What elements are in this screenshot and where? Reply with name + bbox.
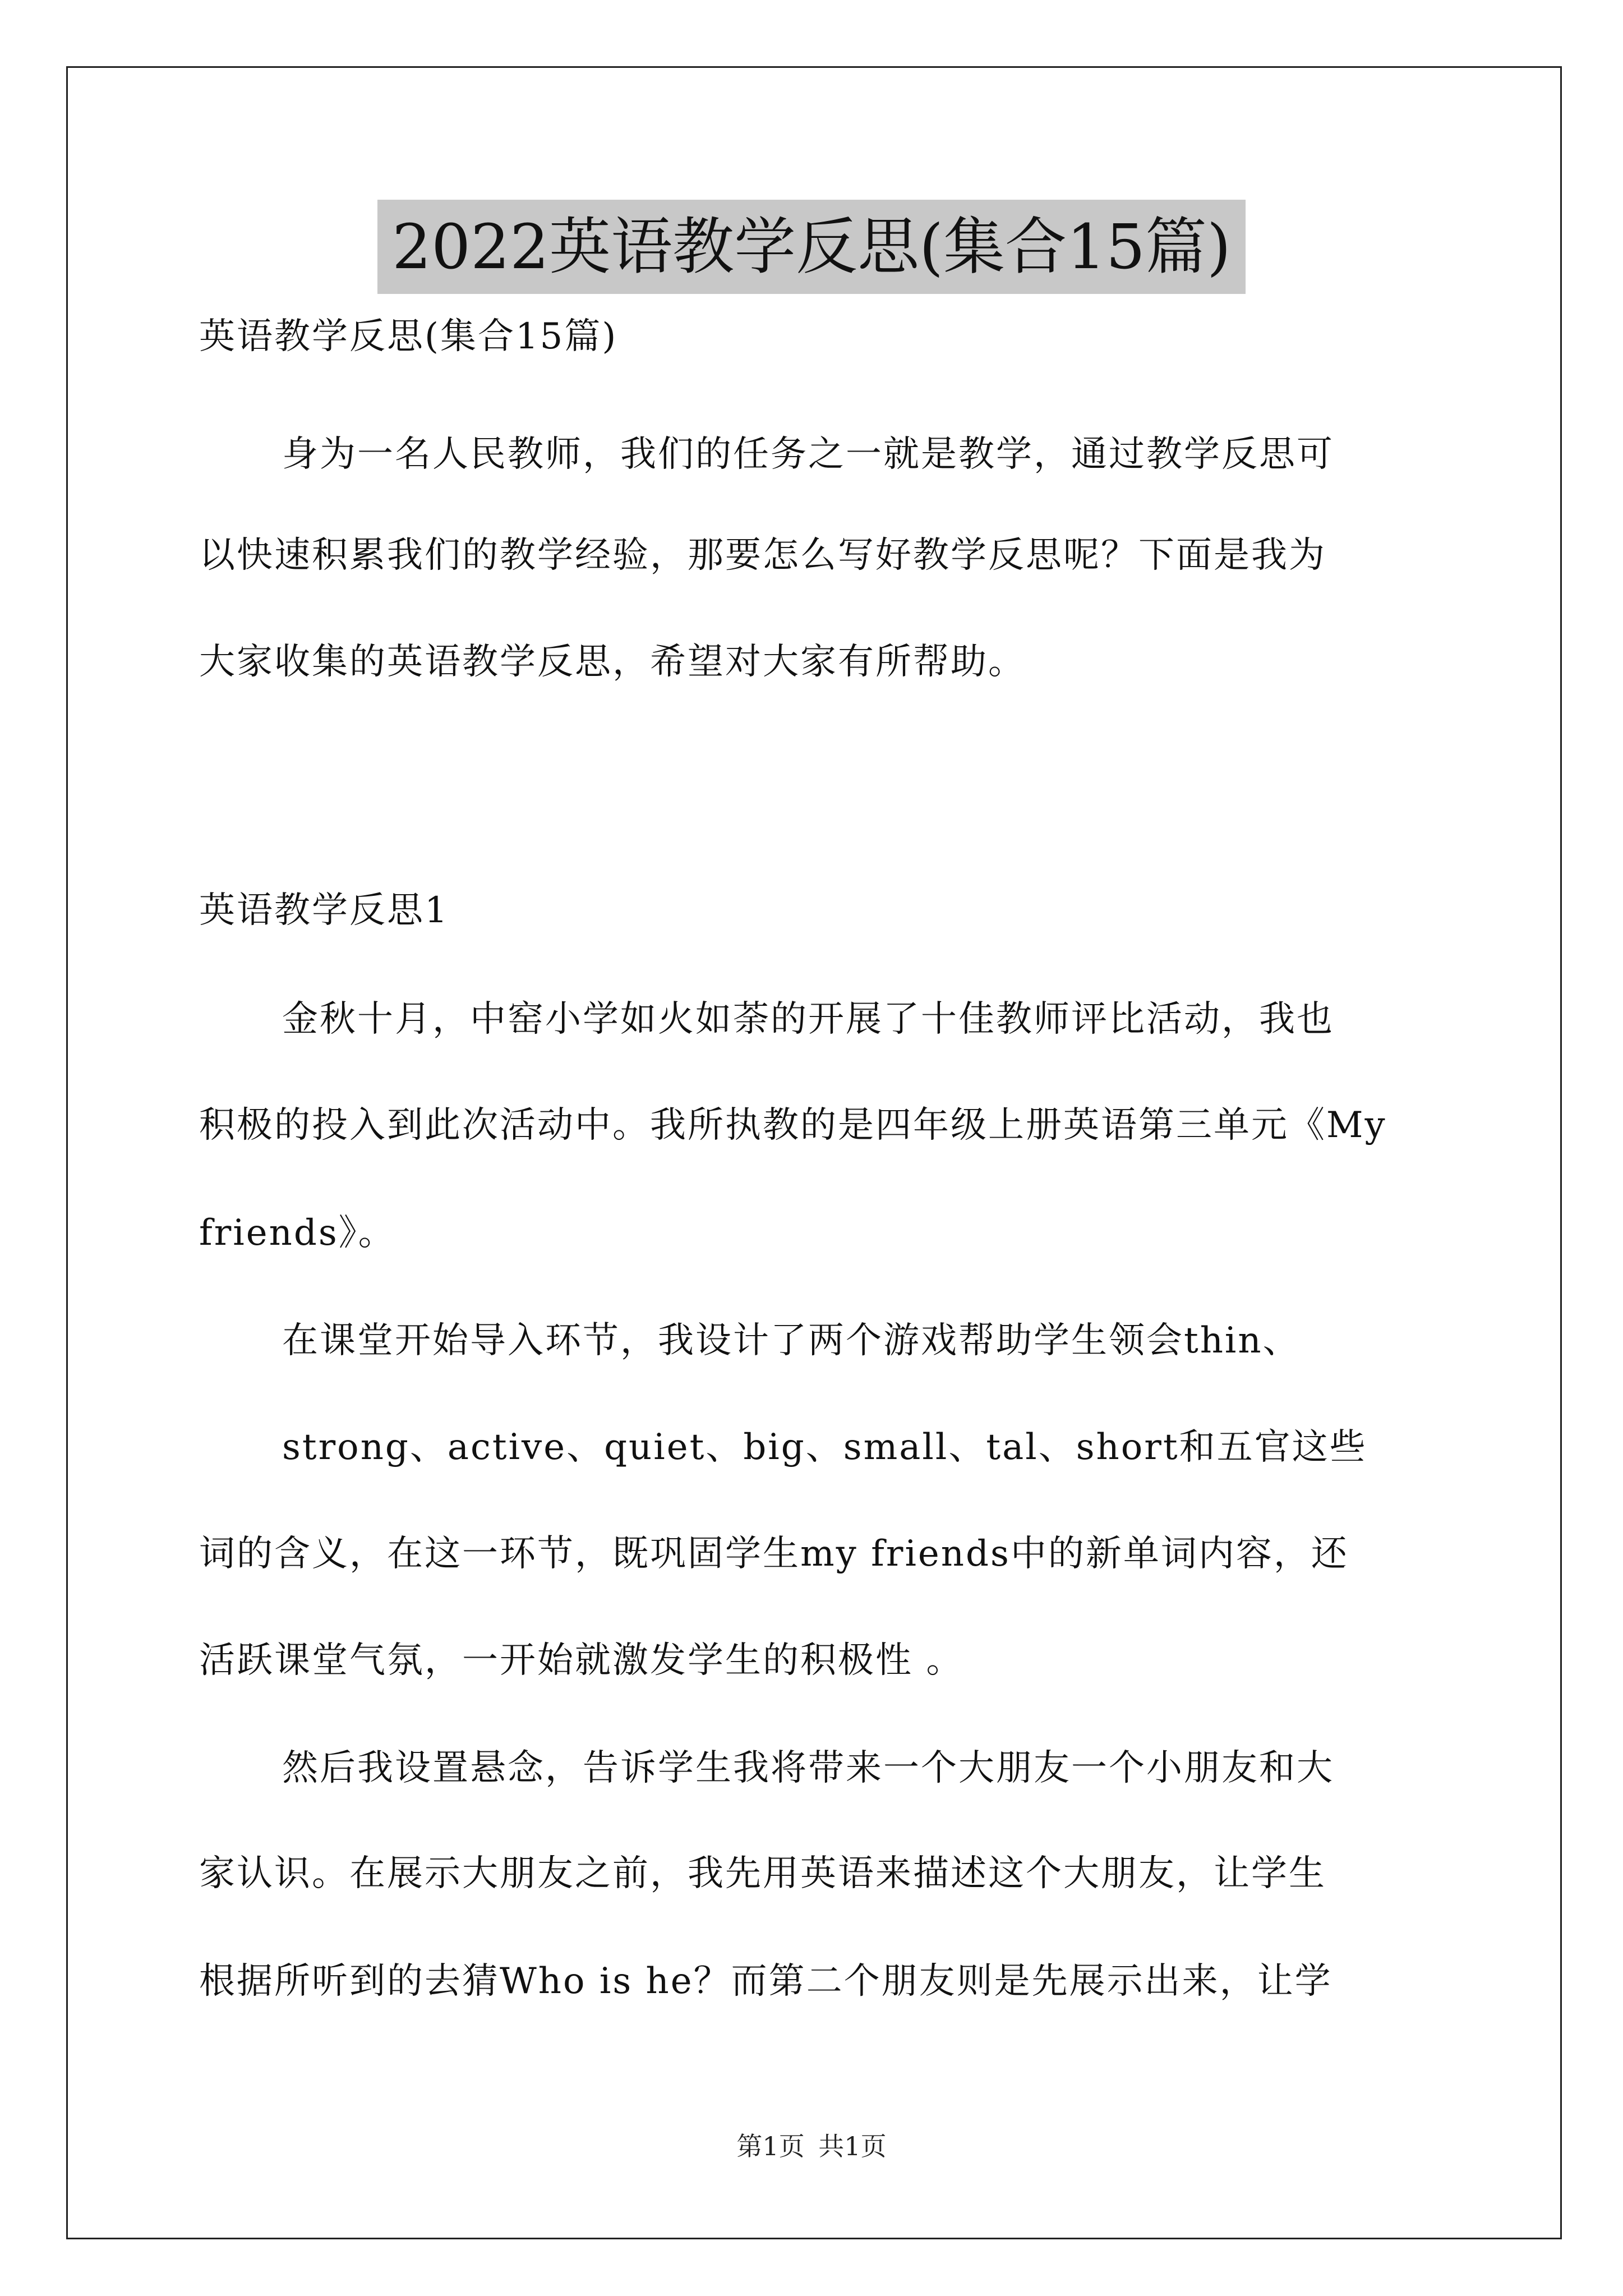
subtitle: 英语教学反思(集合15篇) [199,316,618,357]
body-line: 家认识。在展示大朋友之前，我先用英语来描述这个大朋友，让学生 [199,1853,1326,1894]
body-line: strong、active、quiet、big、small、tal、short和五官这些 [282,1427,1367,1468]
body-line: 在课堂开始导入环节，我设计了两个游戏帮助学生领会thin、 [282,1320,1301,1361]
page-border [66,66,1562,2239]
body-line: 根据所听到的去猜Who is he？而第二个朋友则是先展示出来，让学 [199,1961,1332,2002]
intro-line: 以快速积累我们的教学经验，那要怎么写好教学反思呢？下面是我为 [199,535,1326,576]
body-line: 词的含义，在这一环节，既巩固学生my friends中的新单词内容，还 [199,1533,1349,1575]
intro-line: 身为一名人民教师，我们的任务之一就是教学，通过教学反思可 [282,434,1334,475]
page-footer: 第1页 共1页 [736,2131,887,2161]
body-line: friends》。 [199,1212,396,1254]
body-line: 活跃课堂气氛，一开始就激发学生的积极性 。 [199,1640,964,1681]
title-container [0,200,1623,294]
document-title: 2022英语教学反思(集合15篇) [377,200,1246,294]
body-line: 然后我设置悬念，告诉学生我将带来一个大朋友一个小朋友和大 [282,1747,1334,1789]
body-line: 金秋十月，中窑小学如火如荼的开展了十佳教师评比活动，我也 [282,999,1334,1040]
section-heading: 英语教学反思1 [199,890,449,931]
intro-line: 大家收集的英语教学反思，希望对大家有所帮助。 [199,641,1026,683]
body-line: 积极的投入到此次活动中。我所执教的是四年级上册英语第三单元《My [199,1105,1387,1146]
